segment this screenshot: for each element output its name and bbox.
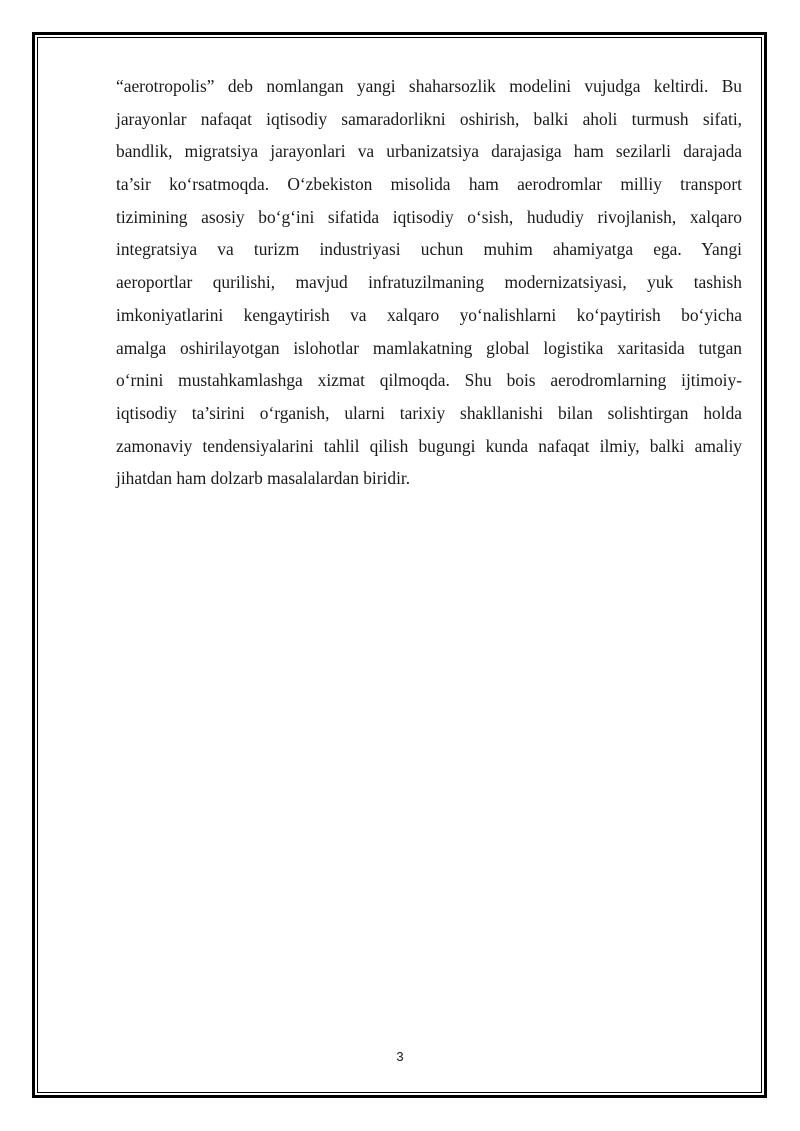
paragraph-line: iqtisodiy ta’sirini o‘rganish, ularni tarixiy shakllanishi bilan solishtirgan holda xyxy=(116,402,742,423)
page-number: 3 xyxy=(396,1049,404,1064)
paragraph-line: jarayonlar nafaqat iqtisodiy samaradorlikni oshirish, balki aholi turmush sifati, xyxy=(116,108,742,129)
paragraph-line: aeroportlar qurilishi, mavjud infratuzilmaning modernizatsiyasi, yuk tashish xyxy=(116,272,742,293)
paragraph-line: integratsiya va turizm industriyasi uchun muhim ahamiyatga ega. Yangi xyxy=(116,239,742,260)
paragraph-line: “aerotropolis” deb nomlangan yangi shaharsozlik modelini vujudga keltirdi. Bu xyxy=(116,76,742,96)
paragraph-line: jihatdan ham dolzarb masalalardan biridir. xyxy=(116,468,411,489)
body-paragraph xyxy=(116,70,742,495)
paragraph-line: o‘rnini mustahkamlashga xizmat qilmoqda. Shu bois aerodromlarning ijtimoiy- xyxy=(116,370,742,391)
paragraph-line: bandlik, migratsiya jarayonlari va urbanizatsiya darajasiga ham sezilarli darajada xyxy=(116,141,742,162)
paragraph-line: tizimining asosiy bo‘g‘ini sifatida iqtisodiy o‘sish, hududiy rivojlanish, xalqaro xyxy=(116,206,742,227)
paragraph-line: imkoniyatlarini kengaytirish va xalqaro yo‘nalishlarni ko‘paytirish bo‘yicha xyxy=(116,304,742,325)
paragraph-line: amalga oshirilayotgan islohotlar mamlakatning global logistika xaritasida tutgan xyxy=(116,337,742,358)
paragraph-line: ta’sir ko‘rsatmoqda. O‘zbekiston misolida ham aerodromlar milliy transport xyxy=(116,174,742,195)
paragraph-line: zamonaviy tendensiyalarini tahlil qilish bugungi kunda nafaqat ilmiy, balki amaliy xyxy=(116,435,742,456)
